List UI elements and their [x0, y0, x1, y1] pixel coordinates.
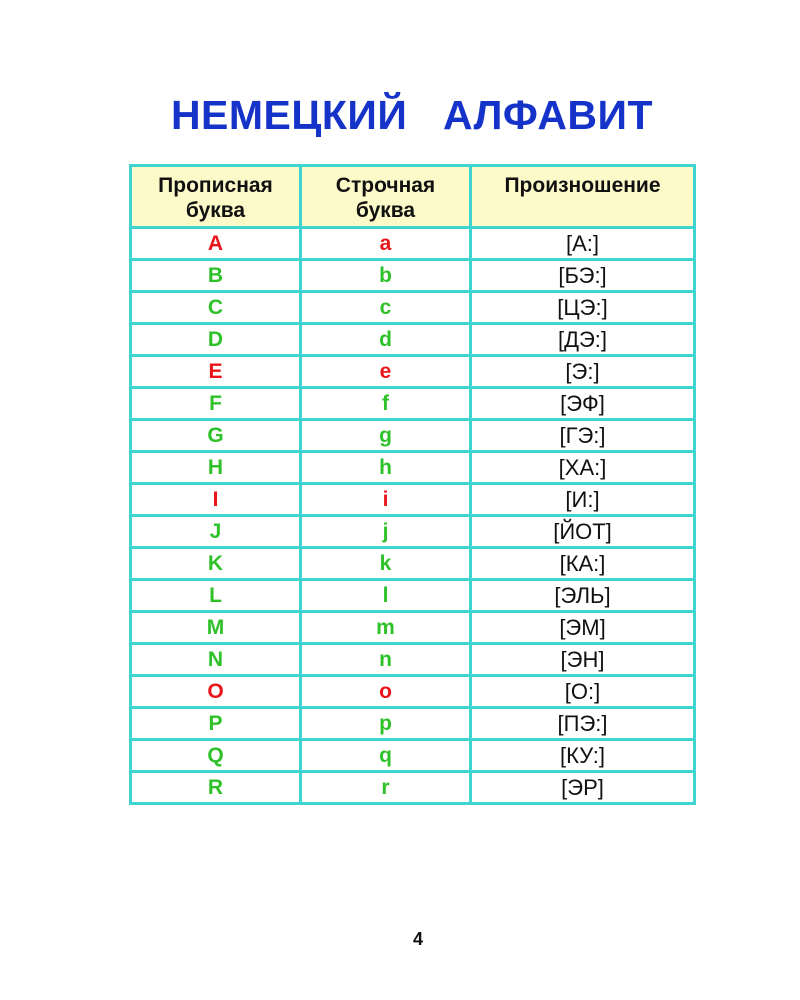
alphabet-table [129, 164, 696, 805]
lowercase-letter: q [301, 740, 471, 772]
table-row [131, 452, 695, 484]
lowercase-letter: k [301, 548, 471, 580]
uppercase-letter: D [131, 324, 301, 356]
pronunciation: [КА:] [471, 548, 695, 580]
uppercase-letter: C [131, 292, 301, 324]
uppercase-letter: L [131, 580, 301, 612]
pronunciation: [О:] [471, 676, 695, 708]
pronunciation: [ДЭ:] [471, 324, 695, 356]
lowercase-letter: m [301, 612, 471, 644]
pronunciation: [ЭР] [471, 772, 695, 804]
page-title: НЕМЕЦКИЙ АЛФАВИТ [170, 92, 654, 138]
uppercase-letter: B [131, 260, 301, 292]
uppercase-letter: A [131, 228, 301, 260]
lowercase-letter: g [301, 420, 471, 452]
pronunciation: [ЦЭ:] [471, 292, 695, 324]
pronunciation: [И:] [471, 484, 695, 516]
table-header-row [131, 166, 695, 228]
uppercase-letter: F [131, 388, 301, 420]
lowercase-letter: n [301, 644, 471, 676]
table-row [131, 356, 695, 388]
table-row [131, 228, 695, 260]
uppercase-letter: K [131, 548, 301, 580]
table-row [131, 612, 695, 644]
uppercase-letter: P [131, 708, 301, 740]
pronunciation: [ЭФ] [471, 388, 695, 420]
uppercase-letter: J [131, 516, 301, 548]
lowercase-letter: i [301, 484, 471, 516]
table-row [131, 676, 695, 708]
lowercase-letter: b [301, 260, 471, 292]
uppercase-letter: G [131, 420, 301, 452]
table-row [131, 548, 695, 580]
lowercase-letter: c [301, 292, 471, 324]
lowercase-letter: p [301, 708, 471, 740]
pronunciation: [БЭ:] [471, 260, 695, 292]
table-row [131, 324, 695, 356]
uppercase-letter: E [131, 356, 301, 388]
header-uppercase: Прописная буква [131, 166, 301, 228]
pronunciation: [А:] [471, 228, 695, 260]
table-row [131, 260, 695, 292]
uppercase-letter: I [131, 484, 301, 516]
uppercase-letter: N [131, 644, 301, 676]
lowercase-letter: j [301, 516, 471, 548]
header-lowercase: Строчная буква [301, 166, 471, 228]
pronunciation: [ЙОТ] [471, 516, 695, 548]
uppercase-letter: M [131, 612, 301, 644]
table-row [131, 580, 695, 612]
pronunciation: [ХА:] [471, 452, 695, 484]
uppercase-letter: H [131, 452, 301, 484]
table-row [131, 388, 695, 420]
lowercase-letter: f [301, 388, 471, 420]
pronunciation: [ЭМ] [471, 612, 695, 644]
table-row [131, 292, 695, 324]
pronunciation: [Э:] [471, 356, 695, 388]
lowercase-letter: a [301, 228, 471, 260]
pronunciation: [ГЭ:] [471, 420, 695, 452]
lowercase-letter: e [301, 356, 471, 388]
pronunciation: [ЭЛЬ] [471, 580, 695, 612]
table-row [131, 644, 695, 676]
lowercase-letter: r [301, 772, 471, 804]
table-row [131, 772, 695, 804]
lowercase-letter: h [301, 452, 471, 484]
pronunciation: [ПЭ:] [471, 708, 695, 740]
uppercase-letter: R [131, 772, 301, 804]
table-row [131, 708, 695, 740]
lowercase-letter: o [301, 676, 471, 708]
lowercase-letter: l [301, 580, 471, 612]
table-row [131, 420, 695, 452]
header-pronunciation: Произношение [471, 166, 695, 228]
alphabet-table-body [131, 228, 695, 804]
table-row [131, 740, 695, 772]
pronunciation: [КУ:] [471, 740, 695, 772]
pronunciation: [ЭН] [471, 644, 695, 676]
table-row [131, 484, 695, 516]
page-number: 4 [412, 929, 423, 949]
table-row [131, 516, 695, 548]
uppercase-letter: Q [131, 740, 301, 772]
lowercase-letter: d [301, 324, 471, 356]
uppercase-letter: O [131, 676, 301, 708]
